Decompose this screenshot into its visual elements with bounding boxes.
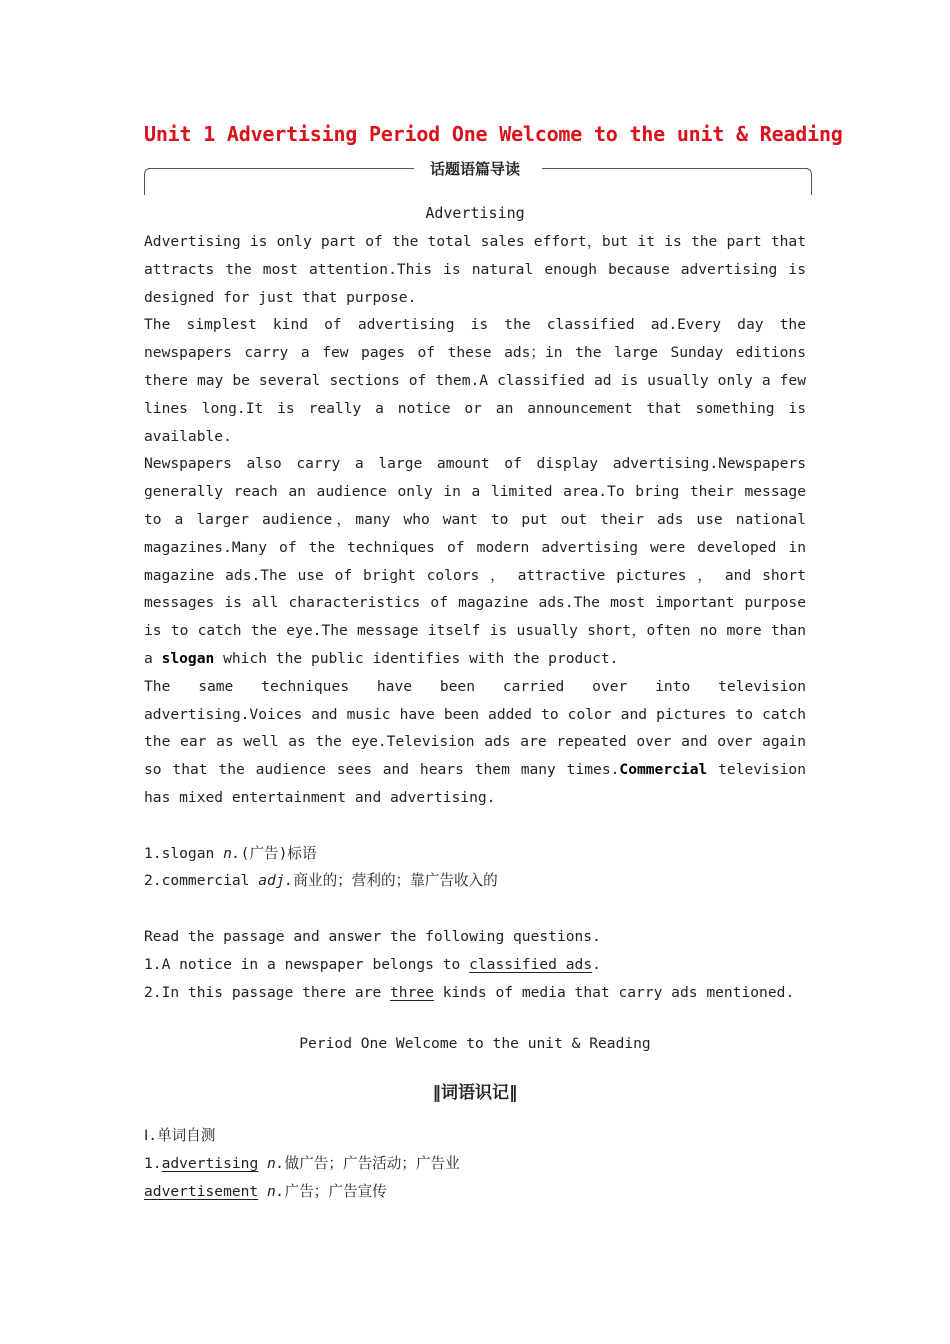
passage-body bbox=[144, 228, 806, 1058]
vocab-subhead: Ⅰ.单词自测 bbox=[144, 1127, 216, 1144]
period-title: Period One Welcome to the unit & Reading bbox=[299, 1035, 651, 1053]
answer-2: three bbox=[390, 983, 434, 1001]
vocab-section-title: ‖词语识记‖ bbox=[432, 1083, 518, 1103]
glossary-item: 1.slogan n.(广告)标语 bbox=[144, 844, 317, 862]
question-2: 2.In this passage there are three kinds of media that carry ads mentioned. bbox=[144, 983, 795, 1001]
question-1: 1.A notice in a newspaper belongs to classified ads. bbox=[144, 955, 601, 973]
keyword-commercial: Commercial bbox=[619, 761, 708, 779]
paragraph-3: Newspapers also carry a large amount of display advertising.Newspapers generally reach an audience only in a limited area.To bring their message to a larger audience，many who want to put out their ads use national magazines.Many of the techniques of modern advertising were developed in magazine ads.The use of bright colors ， attractive pictures ， and short messages is all characteristics of magazine ads.The most important purpose is to catch the eye.The message itself is usually short，often no more than a slogan which the public identifies with the product. bbox=[144, 455, 806, 667]
paragraph-1: Advertising is only part of the total sales effort，but it is the part that attracts the most attention.This is natural enough because advertising is designed for just that purpose. bbox=[144, 233, 806, 306]
vocab-list bbox=[144, 1122, 806, 1206]
answer-1: classified ads bbox=[469, 955, 593, 973]
vocab-item: 1.advertising n.做广告；广告活动；广告业 bbox=[144, 1155, 460, 1172]
vocab-item: advertisement n.广告；广告宣传 bbox=[144, 1183, 387, 1200]
paragraph-2: The simplest kind of advertising is the classified ad.Every day the newspapers carry a few pages of these ads；in the large Sunday editions there may be several sections of them.A classified ad is usually only a few lines long.It is really a notice or an announcement that something is available. bbox=[144, 316, 806, 445]
paragraph-4: The same techniques have been carried over into television advertising.Voices and music have been added to color and pictures to catch the ear as well as the eye.Television ads are repeated over and over again so that the audience sees and hears them many times.Commercial television has mixed entertainment and advertising. bbox=[144, 677, 806, 806]
glossary-item: 2.commercial adj.商业的；营利的；靠广告收入的 bbox=[144, 872, 498, 890]
document-title: Unit 1 Advertising Period One Welcome to the unit & Reading bbox=[144, 122, 843, 146]
section-banner: 话题语篇导读 bbox=[429, 160, 520, 178]
passage-title: Advertising bbox=[425, 204, 525, 222]
keyword-slogan: slogan bbox=[161, 649, 215, 667]
questions-intro: Read the passage and answer the following questions. bbox=[144, 927, 601, 945]
